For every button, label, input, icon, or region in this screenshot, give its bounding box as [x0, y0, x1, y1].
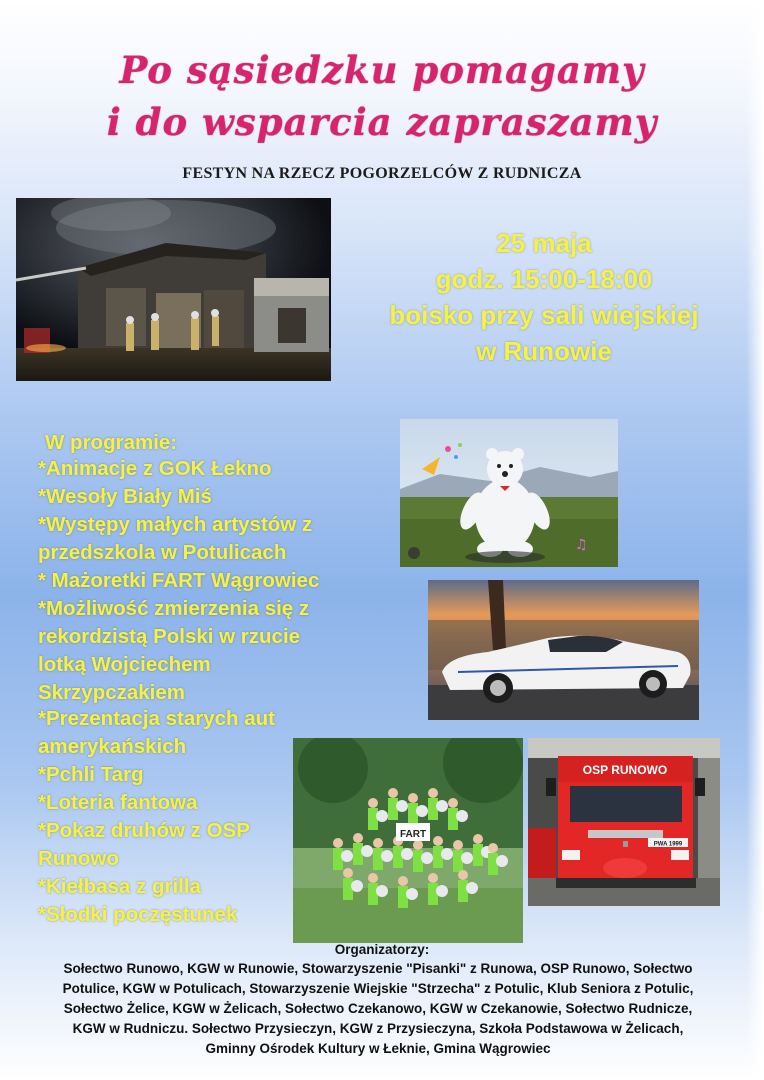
program-line: *Loteria fantowa	[38, 791, 198, 814]
program-line: Runowo	[38, 847, 119, 870]
event-place-2: w Runowie	[476, 336, 612, 366]
organizers-line: Potulice, KGW w Potulicach, Stowarzyszenie Wiejskie "Strzecha" z Potulic, Klub Seniora z Potulic,	[62, 981, 694, 996]
program-line: *Możliwość zmierzenia się z	[38, 597, 310, 620]
cheerleaders-photo	[293, 738, 523, 943]
program-line: przedszkola w Potulicach	[38, 541, 287, 564]
program-line: *Kiełbasa z grilla	[38, 875, 201, 898]
program-line: * Mażoretki FART Wągrowiec	[38, 569, 320, 592]
event-place-1: boisko przy sali wiejskiej	[389, 300, 699, 330]
fire-photo	[16, 198, 331, 381]
organizers-title: Organizatorzy:	[334, 942, 430, 957]
program-line: *Pchli Targ	[38, 763, 144, 786]
program-line: amerykańskich	[38, 735, 187, 758]
title-line-1: Po sąsiedzku pomagamy	[119, 48, 645, 92]
organizers-line: Gminny Ośrodek Kultury w Łeknie, Gmina Wągrowiec	[205, 1041, 551, 1056]
program-line: *Występy małych artystów z	[38, 513, 313, 536]
firetruck-photo	[528, 738, 720, 906]
organizers-line: KGW w Rudniczu. Sołectwo Przysieczyn, KGW z Przysieczyna, Szkoła Podstawowa w Żelicach,	[72, 1021, 684, 1036]
truck-sign-text: OSP RUNOWO	[582, 763, 668, 777]
subtitle: FESTYN NA RZECZ POGORZELCÓW Z RUDNICZA	[182, 165, 582, 182]
truck-plate-text: PWA 1999	[653, 841, 683, 848]
program-line: *Słodki poczęstunek	[38, 903, 238, 926]
bear-photo	[400, 419, 618, 567]
event-time: godz. 15:00-18:00	[435, 264, 653, 294]
svg-text:♫: ♫	[575, 537, 588, 553]
title-line-2: i do wsparcia zapraszamy	[106, 100, 658, 144]
program-line: *Prezentacja starych aut	[38, 707, 276, 730]
organizers-line: Sołectwo Runowo, KGW w Runowie, Stowarzyszenie "Pisanki" z Runowa, OSP Runowo, Sołectwo	[63, 961, 693, 976]
program-line: Skrzypczakiem	[38, 681, 186, 704]
program-line: rekordzistą Polski w rzucie	[38, 625, 301, 648]
program-line: *Wesoły Biały Miś	[38, 485, 212, 508]
program-line: *Animacje z GOK Łekno	[38, 457, 272, 480]
car-photo	[428, 580, 699, 720]
program-line: *Pokaz druhów z OSP	[38, 819, 250, 842]
organizers-line: Sołectwo Żelice, KGW w Żelicach, Sołectwo Czekanowo, KGW w Czekanowie, Sołectwo Rudnicze,	[63, 1001, 693, 1016]
program-heading: W programie:	[45, 431, 178, 454]
program-line: lotką Wojciechem	[38, 653, 211, 676]
cheer-sign-text: FART	[399, 829, 427, 840]
event-date: 25 maja	[496, 228, 592, 258]
